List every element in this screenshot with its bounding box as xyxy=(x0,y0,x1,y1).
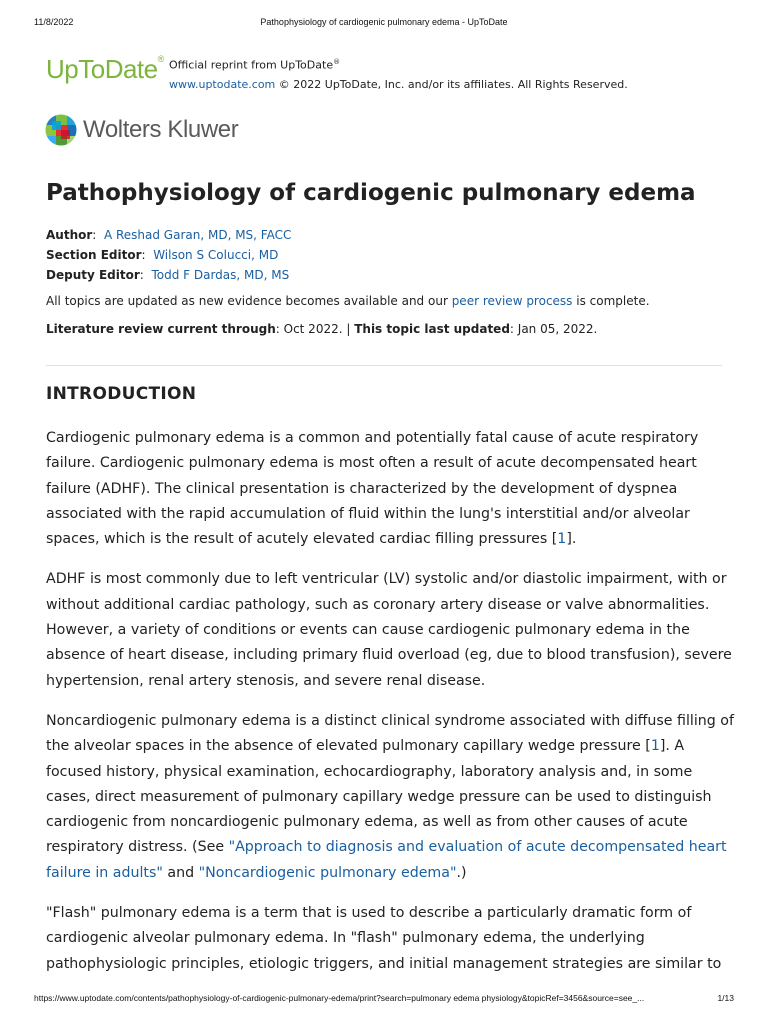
deputy-editor-link[interactable]: Todd F Dardas, MD, MS xyxy=(151,268,290,282)
update-note xyxy=(46,294,722,308)
section-divider xyxy=(46,365,722,366)
author-line: Author: A Reshad Garan, MD, MS, FACC xyxy=(46,228,292,242)
lit-review-value: : Oct 2022. | xyxy=(275,322,355,336)
author-label: Author xyxy=(46,228,93,242)
uptodate-logo-text: UpToDate xyxy=(46,54,158,84)
section-editor-link[interactable]: Wilson S Colucci, MD xyxy=(153,248,279,262)
article-title: Pathophysiology of cardiogenic pulmonary edema xyxy=(46,180,696,206)
lit-review-label: Literature review current through xyxy=(46,322,276,336)
p3-mid: ]. A focused history, physical examination, echocardiography, laboratory analysis and, in some cases, direct measurement of pulmonary capillary wedge pressure can be used to distinguish cardiogenic from noncardiogenic pulmonary edema, as well as from other causes of acute respiratory distress. (See xyxy=(46,738,712,856)
uptodate-logo[interactable] xyxy=(46,54,164,85)
intro-paragraph-4: "Flash" pulmonary edema is a term that is used to describe a particularly dramatic form of cardiogenic alveolar pulmonary edema. In "flash" pulmonary edema, the underlying pathophysiologic principles, etiologic triggers, and initial management strategies are similar to xyxy=(46,905,722,972)
print-url: https://www.uptodate.com/contents/pathophysiology-of-cardiogenic-pulmonary-edema/print?search=pulmonary edema physiology&topicRef=3456&source=see_... xyxy=(34,993,645,1003)
introduction-body xyxy=(46,426,736,992)
update-note-pre: All topics are updated as new evidence becomes available and our xyxy=(46,294,452,308)
section-editor-label: Section Editor xyxy=(46,248,142,262)
print-footer xyxy=(34,993,734,1007)
wolters-kluwer-mosaic-icon xyxy=(45,114,77,146)
print-page-title: Pathophysiology of cardiogenic pulmonary edema - UpToDate xyxy=(260,17,508,27)
intro-paragraph-1 xyxy=(46,426,736,552)
adhf-diagnosis-topic-link[interactable]: "Approach to diagnosis and evaluation of acute decompensated heart failure in adults" xyxy=(46,839,727,881)
copyright-text: © 2022 UpToDate, Inc. and/or its affiliates. All Rights Reserved. xyxy=(275,77,628,91)
page-number: 1/13 xyxy=(717,993,734,1003)
reprint-mark: ® xyxy=(333,58,341,66)
peer-review-link[interactable]: peer review process xyxy=(451,294,573,308)
uptodate-logo-mark: ® xyxy=(157,54,164,65)
deputy-editor-line: Deputy Editor: Todd F Dardas, MD, MS xyxy=(46,268,290,282)
deputy-editor-label: Deputy Editor xyxy=(46,268,140,282)
reprint-notice xyxy=(169,53,628,94)
p1-end: ]. xyxy=(566,531,577,548)
review-dates xyxy=(46,322,722,336)
uptodate-site-link[interactable]: www.uptodate.com xyxy=(169,77,276,91)
print-header xyxy=(34,17,734,31)
noncardiogenic-edema-topic-link[interactable]: "Noncardiogenic pulmonary edema" xyxy=(198,864,457,881)
p3-and: and xyxy=(162,864,199,881)
brand-header xyxy=(46,50,722,90)
p1-text: Cardiogenic pulmonary edema is a common and potentially fatal cause of acute respiratory failure. Cardiogenic pulmonary edema is most often a result of acute decompensated heart failure (ADHF). The clinical presentation is characterized by the development of dyspnea associated with the rapid accumulation of fluid within the lung's interstitial and/or alveolar spaces, which is the result of acutely elevated cardiac filling pressures [ xyxy=(46,430,699,548)
p3-end: .) xyxy=(456,864,467,881)
last-updated-value: : Jan 05, 2022. xyxy=(509,322,598,336)
wolters-kluwer-logo xyxy=(45,113,305,147)
author-link[interactable]: A Reshad Garan, MD, MS, FACC xyxy=(103,228,292,242)
reference-link-1b[interactable]: 1 xyxy=(650,738,660,755)
last-updated-label: This topic last updated xyxy=(354,322,510,336)
reference-link-1[interactable]: 1 xyxy=(557,531,567,548)
print-date: 11/8/2022 xyxy=(34,17,74,27)
article-credits xyxy=(46,225,722,285)
update-note-post: is complete. xyxy=(572,294,650,308)
introduction-heading: INTRODUCTION xyxy=(46,384,197,404)
p3-text: Noncardiogenic pulmonary edema is a distinct clinical syndrome associated with diffuse filling of the alveolar spaces in the absence of elevated pulmonary capillary wedge pressure [ xyxy=(46,712,734,755)
intro-paragraph-3 xyxy=(46,709,736,886)
intro-paragraph-2: ADHF is most commonly due to left ventricular (LV) systolic and/or diastolic impairment, with or without additional cardiac pathology, such as coronary artery disease or valve abnormalities. However, a variety of conditions or events can cause cardiogenic pulmonary edema in the absence of heart disease, including primary fluid overload (eg, due to blood transfusion), severe hypertension, renal artery stenosis, and severe renal disease. xyxy=(46,571,732,689)
wolters-kluwer-text: Wolters Kluwer xyxy=(83,116,239,143)
reprint-text: Official reprint from UpToDate xyxy=(169,58,334,72)
section-editor-line: Section Editor: Wilson S Colucci, MD xyxy=(46,248,279,262)
